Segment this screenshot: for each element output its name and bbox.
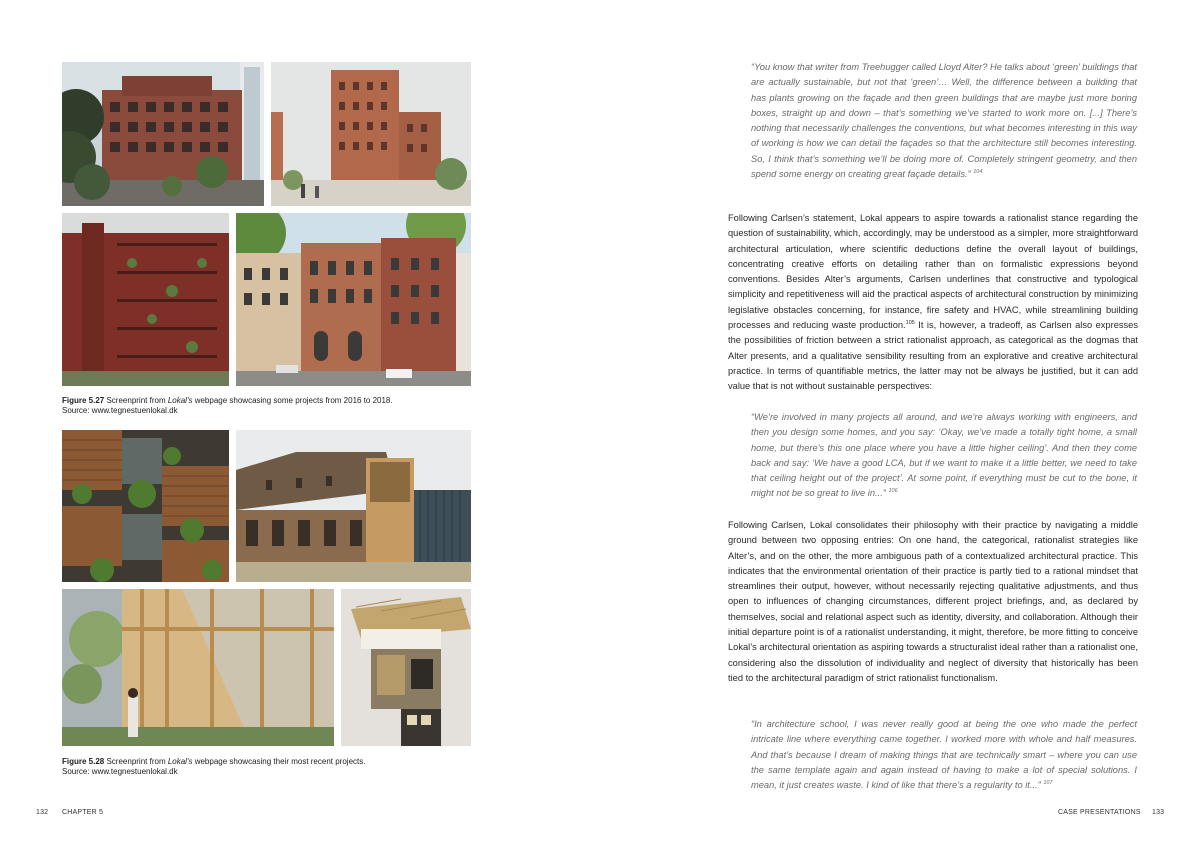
quote-text: “In architecture school, I was never really good at being the one who made the perfect intricate line where everything came together. I worked more with whole and half measures. And that’s because I dream of making things that are technically smart – where you can use the same template again and again instead of having to make a lot of special solutions. I mean, it just creates waste. I kind of like that there’s a regularity to it...”	[751, 719, 1137, 791]
footnote-ref: 107	[1043, 780, 1053, 787]
photo-brick-towers	[271, 62, 471, 206]
caption-text: Screenprint from	[104, 757, 168, 766]
caption-source: Source: www.tegnestuenlokal.dk	[62, 406, 178, 415]
photo-timber-pavilion	[62, 589, 334, 746]
photo-red-balconies	[62, 213, 229, 386]
footnote-ref: 106	[888, 488, 898, 495]
footnote-ref: 105	[905, 319, 915, 326]
chapter-label: CHAPTER 5	[62, 809, 104, 816]
caption-text: webpage showcasing their most recent projects.	[192, 757, 366, 766]
quote-text: “You know that writer from Treehugger called Lloyd Alter? He talks about ‘green’ buildings that are actually sustainable, but not that ‘green’… Well, the difference between a building that has plants growing on the façade and then green buildings that are maybe just more boring boxes, straight up and down – that’s something we’ve started to work more on. [...] There’s nothing that necessarily challenges the conventions, but what becomes interesting in this way of working is how we can detail the façades so that the architecture still becomes interesting. So, I think that’s something we’ll be doing more of. Completely stringent geometry, and then spend some energy on creating great façade details.”	[751, 62, 1137, 180]
figure-caption-5-28	[62, 757, 482, 777]
body-paragraph	[728, 211, 1138, 395]
body-paragraph	[728, 518, 1138, 686]
page-number-right: 133	[1152, 809, 1165, 816]
interview-quote	[751, 60, 1137, 182]
caption-text: Screenprint from	[104, 396, 168, 405]
section-label: CASE PRESENTATIONS	[1058, 809, 1141, 816]
figure-label: Figure 5.28	[62, 757, 105, 766]
page-number-left: 132	[36, 809, 49, 816]
interview-quote	[751, 717, 1137, 793]
photo-street-facades	[236, 213, 471, 386]
quote-text: “We’re involved in many projects all around, and we’re always working with engineers, and then you design some homes, and you say: ‘Okay, we’ve made a totally tight home, a small home, but there’s this one place where you have a little higher ceiling’. And then they come back and say: ‘We have a good LCA, but if we want to make it a little better, we need to take that ceiling height out of the project’. At some point, if everything must be cut to the bone, it might not be so great to live in...”	[751, 412, 1137, 499]
footnote-ref: 104	[973, 168, 983, 175]
figure-label: Figure 5.27	[62, 396, 105, 405]
caption-emphasis: Lokal's	[167, 757, 193, 766]
photo-brick-apartments	[62, 62, 264, 206]
caption-emphasis: Lokal's	[167, 396, 193, 405]
caption-source: Source: www.tegnestuenlokal.dk	[62, 767, 178, 776]
paragraph-text: It is, however, a tradeoff, as Carlsen also expresses the possibilities of friction between a strict rationalist approach, as categorical as the dogmas that Alter presents, and a qualitative sensibility resulting from an explorative and creative architectural practice. In terms of quantifiable metrics, the latter may not be always be justified, but it can add value that is not without sustainable perspectives:	[728, 320, 1138, 392]
photo-architectural-model	[341, 589, 471, 746]
caption-text: webpage showcasing some projects from 2016 to 2018.	[192, 396, 393, 405]
photo-green-facade	[62, 430, 229, 582]
interview-quote	[751, 410, 1137, 502]
photo-timber-hall	[236, 430, 471, 582]
paragraph-text: Following Carlsen, Lokal consolidates their philosophy with their practice by navigating a middle ground between two opposing entries: On one hand, the categorical, rationalist strategies like Alter’s, and on the other, the more ambiguous path of a contextualized architectural practice. This indicates that the environmental orientation of their practice is partly tied to a rational mindset that streamlines their output, however, without necessarily rejecting qualitative adjustments, and thus open to influences of changing circumstances, different project briefings, and, as declared by themselves, social and relational aspect such as identity, diversity, and collaboration. Although their initial departure point is of a rationalist understanding, it might, therefore, be more fitting to conceive Lokal’s architectural orientation as aspiring towards a structuralist ideal rather than a rationalist one, considering also the dissolution of individuality and neglect of diversity that historically has been tied to the architectural paradigm of strict rationalist functionalism.	[728, 520, 1138, 683]
paragraph-text: Following Carlsen’s statement, Lokal appears to aspire towards a rationalist stance regarding the question of sustainability, which, accordingly, may be understood as a simpler, more straightforward architectural articulation, where scientific deductions define the overall layout of buildings, concentrating creative efforts on detailing rather than on formalistic expressions beyond conventions. Besides Alter’s arguments, Carlsen underlines that constructive and typological simplicity and repetitiveness will aid the practical aspects of architectural construction by minimizing legislative obstacles concerning, for instance, fire safety and HVAC, while streamlining building processes and reducing waste production.	[728, 213, 1138, 331]
figure-caption-5-27	[62, 396, 482, 416]
